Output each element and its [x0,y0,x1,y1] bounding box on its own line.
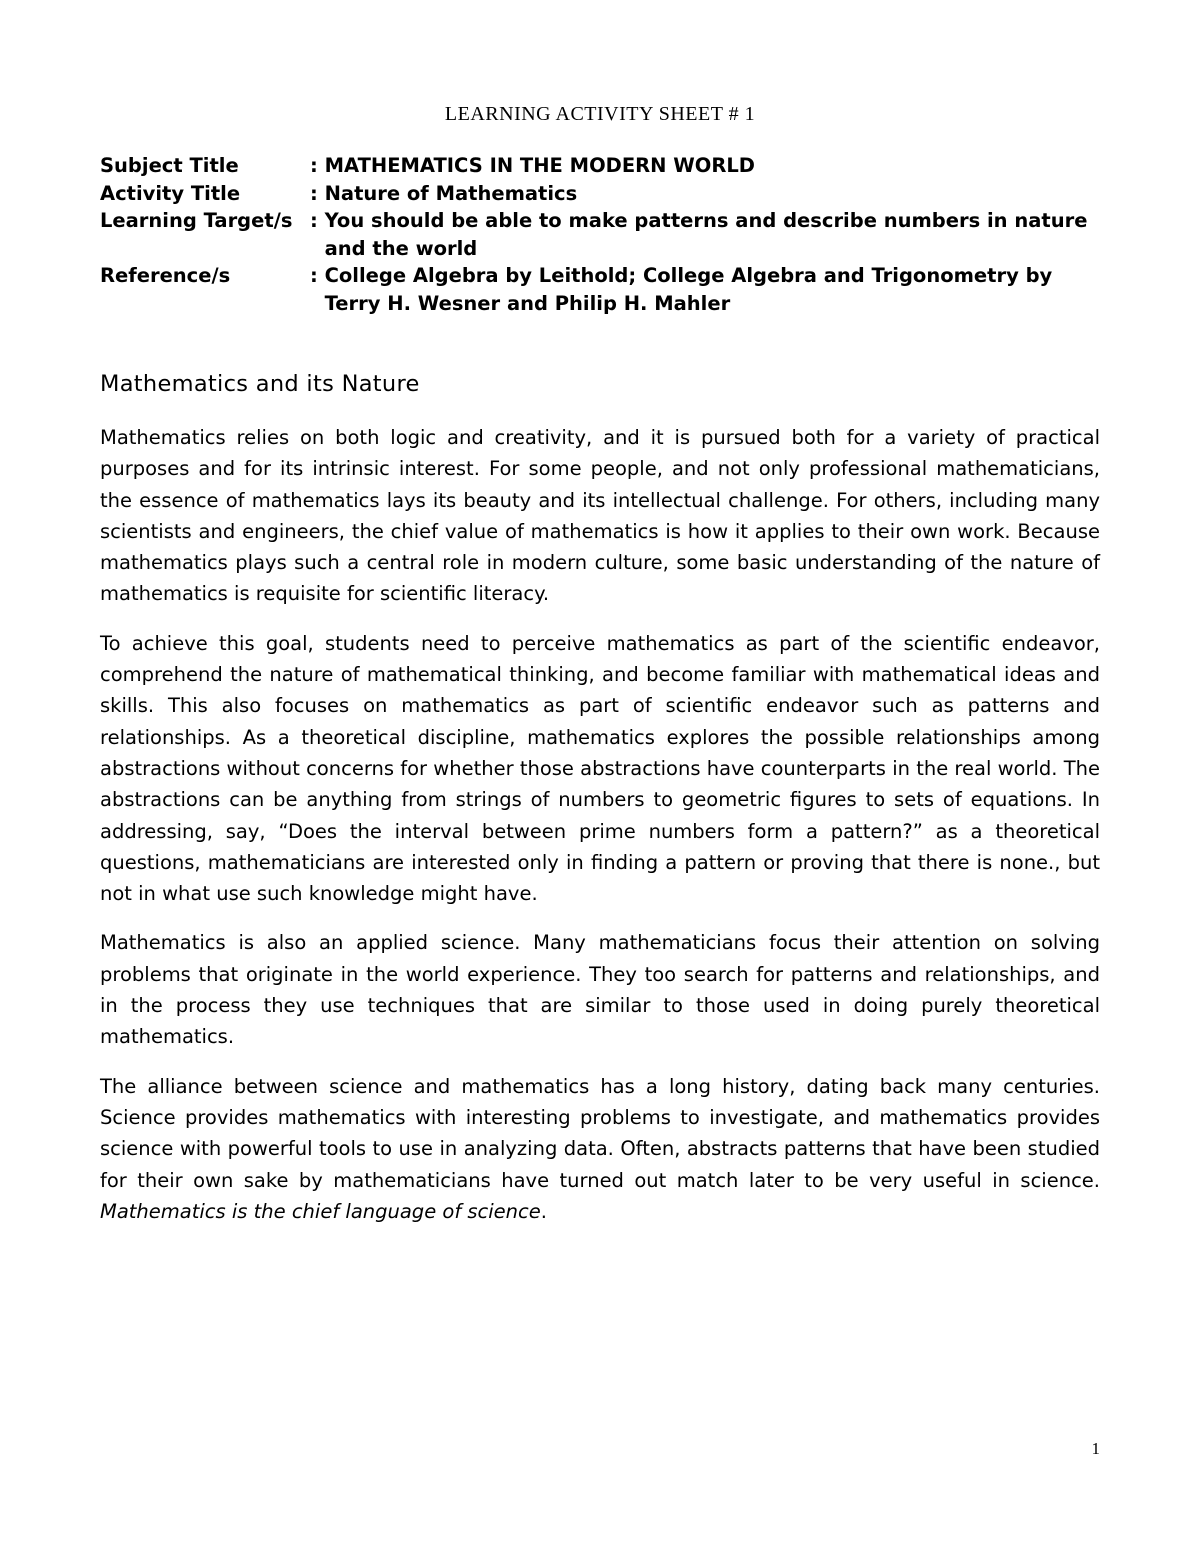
subject-title-row [100,152,1100,180]
section-heading: Mathematics and its Nature [100,371,420,397]
learning-target-row [100,207,1100,262]
subject-title-value: MATHEMATICS IN THE MODERN WORLD [324,154,755,177]
paragraph: Mathematics is also an applied science. Many mathematicians focus their attention on solving problems that originate in the world experience. They too search for patterns and relationships, and in the process they use techniques that are similar to those used in doing purely theoretical mathematics. [100,931,1100,1049]
separator: : [310,181,325,205]
references-row [100,262,1100,317]
paragraph: To achieve this goal, students need to perceive mathematics as part of the scientific endeavor, comprehend the nature of mathematical thinking, and become familiar with mathematical ideas and skills. This also focuses on mathematics as part of scientific endeavor such as patterns and relationships. As a theoretical discipline, mathematics explores the possible relationships among abstractions without concerns for whether those abstractions have counterparts in the real world. The abstractions can be anything from strings of numbers to geometric figures to sets of equations. In addressing, say, “Does the interval between prime numbers form a pattern?” as a theoretical questions, mathematicians are interested only in finding a pattern or proving that there is none., but not in what use such knowledge might have. [100,631,1100,906]
separator: : [310,154,325,177]
paragraph-end: . [540,1199,547,1223]
activity-details [100,152,1100,317]
activity-title-label: Activity Title [100,181,241,205]
paragraph-text: The alliance between science and mathematics has a long history, dating back many centuries. Science provides mathematics with interesting problems to investigate, and mathematics provides science with powerful tools to use in analyzing data. Often, abstracts patterns that have been studied for their own sake by mathematicians have turned out match later to be very useful in science. [100,1074,1100,1192]
section-body [100,422,1100,1245]
emphasized-statement: Mathematics is the chief language of science [100,1199,541,1223]
separator: : [310,264,325,287]
activity-title-value: Nature of Mathematics [324,181,578,205]
sheet-title: LEARNING ACTIVITY SHEET # 1 [444,103,756,125]
references-value: College Algebra by Leithold; College Algebra and Trigonometry by Terry H. Wesner and Philip H. Mahler [324,264,1053,315]
learning-target-value: You should be able to make patterns and describe numbers in nature and the world [324,209,1088,260]
paragraph [100,1071,1100,1227]
subject-title-label: Subject Title [100,154,239,177]
activity-title-row [100,180,1100,208]
document-page [100,0,1100,1553]
references-label: Reference/s [100,264,231,287]
learning-target-label: Learning Target/s [100,209,293,232]
page-number: 1 [1091,1439,1100,1458]
paragraph: Mathematics relies on both logic and creativity, and it is pursued both for a variety of practical purposes and for its intrinsic interest. For some people, and not only professional mathematicians, the essence of mathematics lays its beauty and its intellectual challenge. For others, including many scientists and engineers, the chief value of mathematics is how it applies to their own work. Because mathematics plays such a central role in modern culture, some basic understanding of the nature of mathematics is requisite for scientific literacy. [100,426,1100,606]
separator: : [310,209,325,232]
